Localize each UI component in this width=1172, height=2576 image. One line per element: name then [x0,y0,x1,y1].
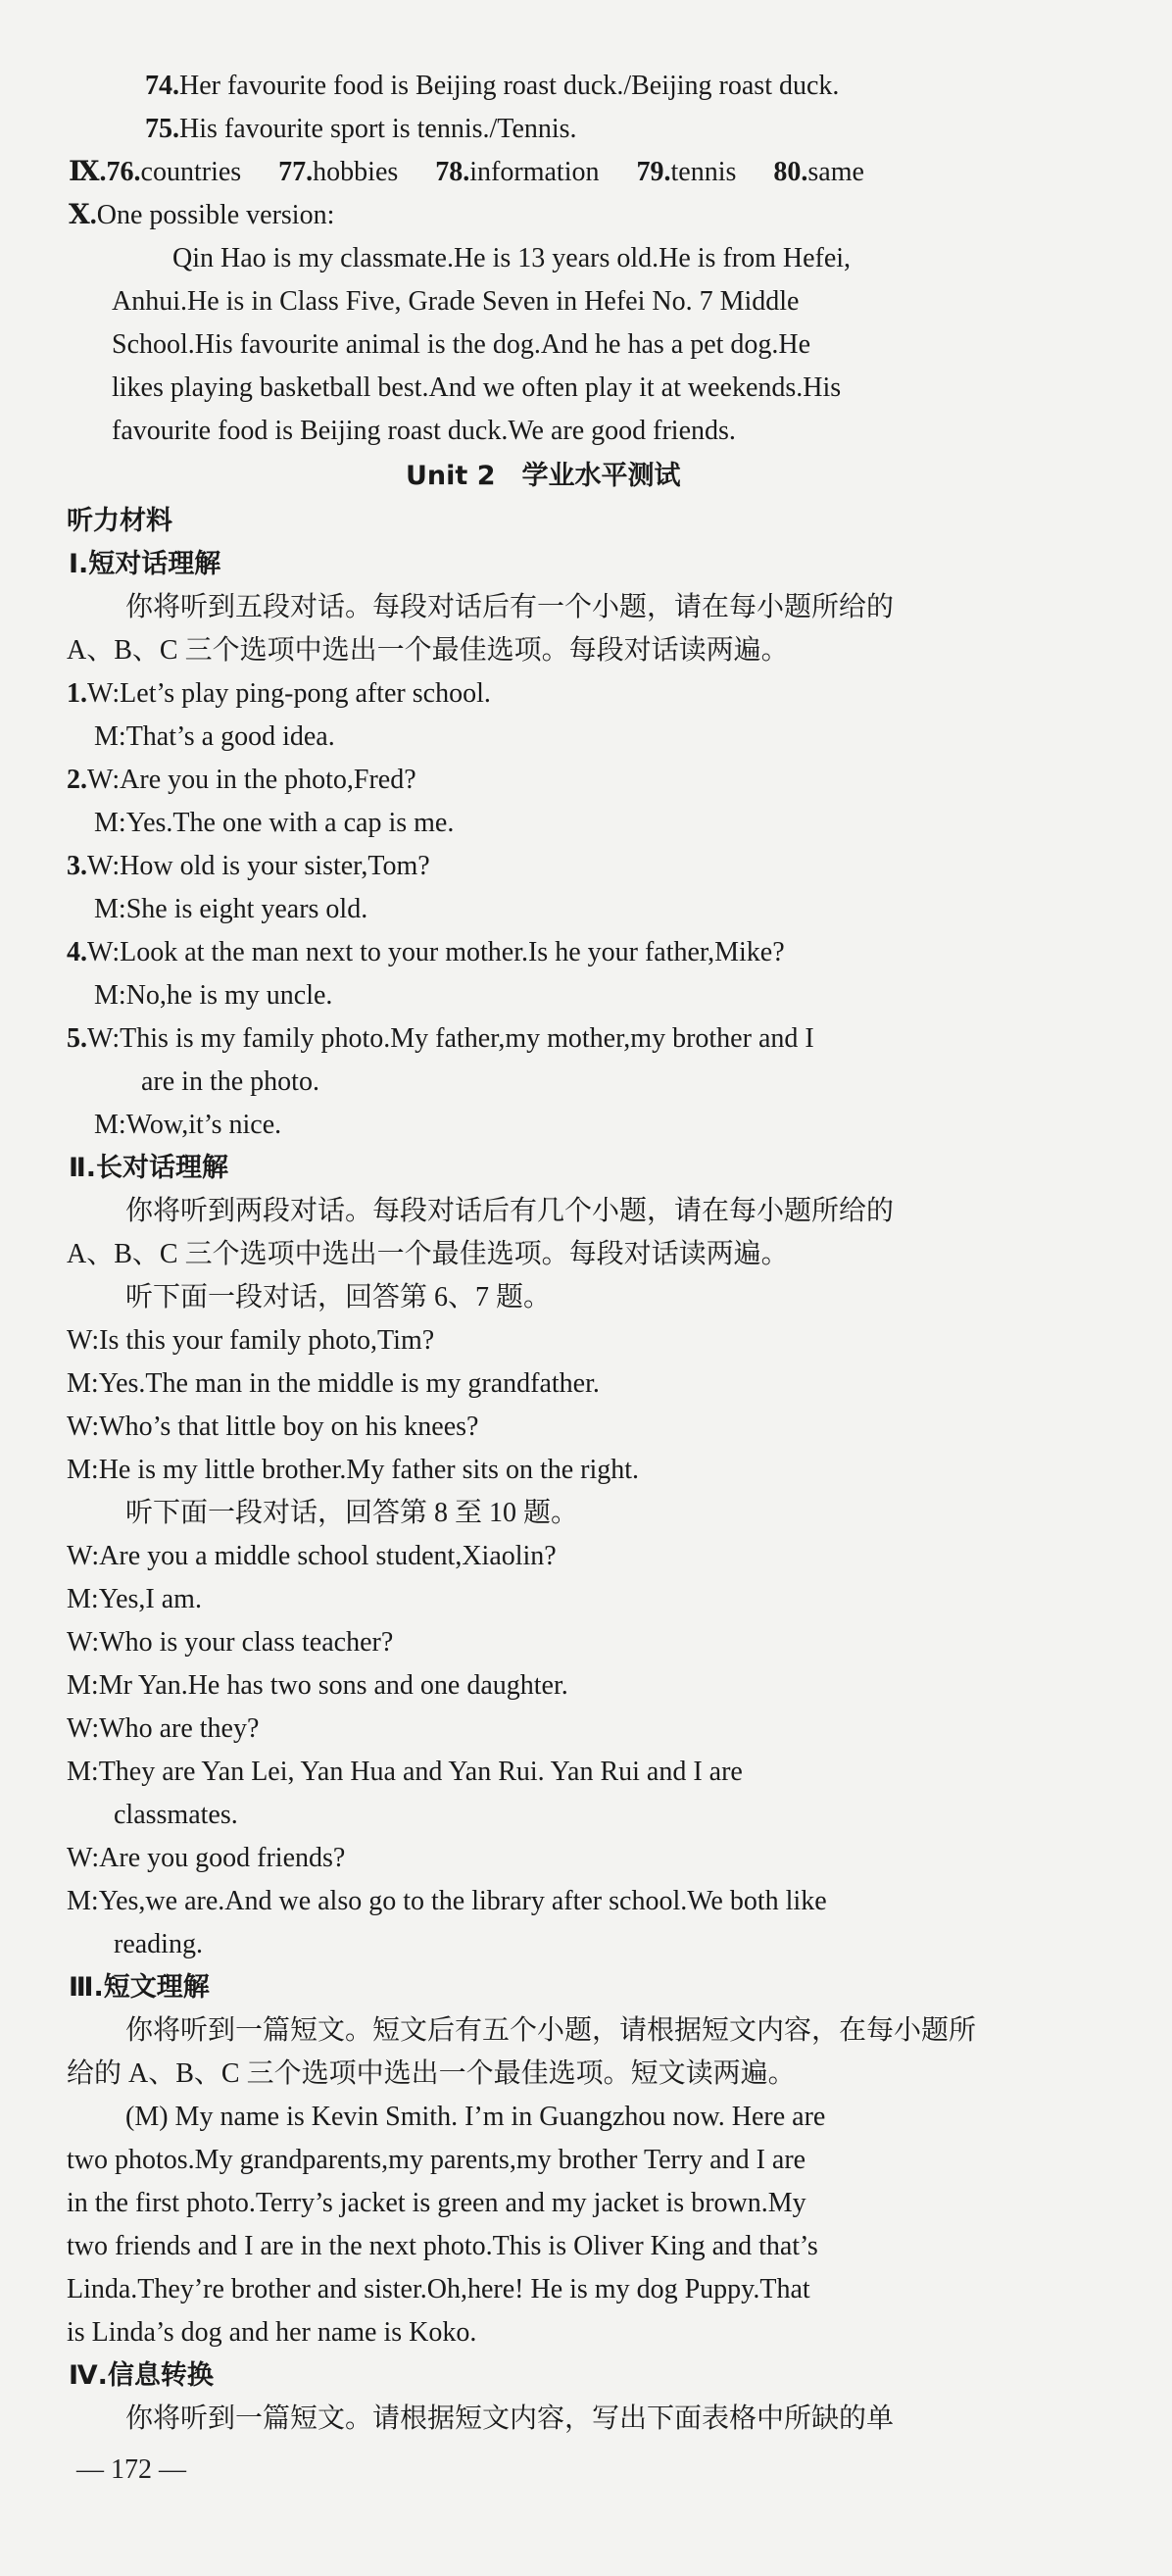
part2-sub1: 听下面一段对话，回答第 6、7 题。 [125,1282,552,1313]
answer-74: 74.Her favourite food is Beijing roast duck./Beijing roast duck. [145,71,840,101]
dialog2-line: W:Are you good friends? [67,1843,346,1873]
dialog2-line: W:Who are they? [67,1713,260,1744]
listening-heading: 听力材料 [67,506,172,536]
dialog1-line: M:He is my little brother.My father sits on the right. [67,1455,640,1485]
passage-line: in the first photo.Terry’s jacket is green and my jacket is brown.My [67,2188,806,2218]
dialog2-line: M:Yes,we are.And we also go to the library after school.We both like [67,1886,827,1916]
page-number: — 172 — [76,2454,186,2485]
dialog2-line: M:Mr Yan.He has two sons and one daughter. [67,1670,568,1701]
part2-instruction: 你将听到两段对话。每段对话后有几个小题，请在每小题所给的 [125,1196,895,1226]
passage-line: two friends and I are in the next photo.This is Oliver King and that’s [67,2231,818,2261]
answer-75: 75.His favourite sport is tennis./Tennis. [145,114,577,144]
essay-line: likes playing basketball best.And we often play it at weekends.His [112,372,842,403]
dialog2-line: classmates. [114,1800,238,1830]
dialog2-line: M:Yes,I am. [67,1584,202,1614]
part4-instruction: 你将听到一篇短文。请根据短文内容，写出下面表格中所缺的单 [125,2403,895,2434]
passage-line: (M) My name is Kevin Smith. I’m in Guangzhou now. Here are [125,2102,826,2132]
dialogue-4-line: 4.W:Look at the man next to your mother.Is he your father,Mike? [67,937,785,967]
dialogue-3-line: M:She is eight years old. [94,894,368,924]
dialogue-5-line: 5.W:This is my family photo.My father,my mother,my brother and I [67,1023,814,1054]
dialog1-line: W:Who’s that little boy on his knees? [67,1412,479,1442]
part4-heading: Ⅳ.信息转换 [69,2360,214,2391]
dialogue-1-line: 1.W:Let’s play ping-pong after school. [67,678,491,709]
part3-instruction: 给的 A、B、C 三个选项中选出一个最佳选项。短文读两遍。 [67,2058,796,2089]
dialogue-2-line: M:Yes.The one with a cap is me. [94,808,455,838]
dialog1-line: W:Is this your family photo,Tim? [67,1325,435,1356]
dialogue-4-line: M:No,he is my uncle. [94,980,333,1011]
dialogue-5-line: M:Wow,it’s nice. [94,1110,282,1140]
dialogue-5-line: are in the photo. [141,1066,319,1097]
essay-line: Qin Hao is my classmate.He is 13 years old.He is from Hefei, [172,243,852,273]
dialog2-line: M:They are Yan Lei, Yan Hua and Yan Rui. Yan Rui and I are [67,1757,743,1787]
dialog1-line: M:Yes.The man in the middle is my grandfather. [67,1368,600,1399]
unit-title: Unit 2 学业水平测试 [406,461,681,491]
part1-instruction: 你将听到五段对话。每段对话后有一个小题，请在每小题所给的 [125,592,895,622]
part1-instruction: A、B、C 三个选项中选出一个最佳选项。每段对话读两遍。 [67,635,789,666]
section-10-intro: Ⅹ.One possible version: [69,200,335,230]
passage-line: Linda.They’re brother and sister.Oh,here! He is my dog Puppy.That [67,2274,810,2304]
essay-line: Anhui.He is in Class Five, Grade Seven in Hefei No. 7 Middle [112,286,800,317]
part1-heading: Ⅰ.短对话理解 [69,549,221,579]
part2-instruction: A、B、C 三个选项中选出一个最佳选项。每段对话读两遍。 [67,1239,789,1269]
essay-line: favourite food is Beijing roast duck.We are good friends. [112,416,736,446]
dialog2-line: W:Who is your class teacher? [67,1627,394,1658]
passage-line: two photos.My grandparents,my parents,my brother Terry and I are [67,2145,806,2175]
section-9-answers: Ⅸ.76.countries 77.hobbies 78.information 79.tennis 80.same [69,157,864,187]
essay-line: School.His favourite animal is the dog.And he has a pet dog.He [112,329,811,360]
part3-heading: Ⅲ.短文理解 [69,1972,210,2003]
part3-instruction: 你将听到一篇短文。短文后有五个小题，请根据短文内容，在每小题所 [125,2015,977,2046]
dialogue-1-line: M:That’s a good idea. [94,721,335,752]
passage-line: is Linda’s dog and her name is Koko. [67,2317,477,2348]
dialog2-line: reading. [114,1929,203,1959]
part2-sub2: 听下面一段对话，回答第 8 至 10 题。 [125,1498,579,1528]
part2-heading: Ⅱ.长对话理解 [69,1153,229,1183]
dialogue-2-line: 2.W:Are you in the photo,Fred? [67,765,416,795]
dialogue-3-line: 3.W:How old is your sister,Tom? [67,851,430,881]
dialog2-line: W:Are you a middle school student,Xiaolin? [67,1541,557,1571]
